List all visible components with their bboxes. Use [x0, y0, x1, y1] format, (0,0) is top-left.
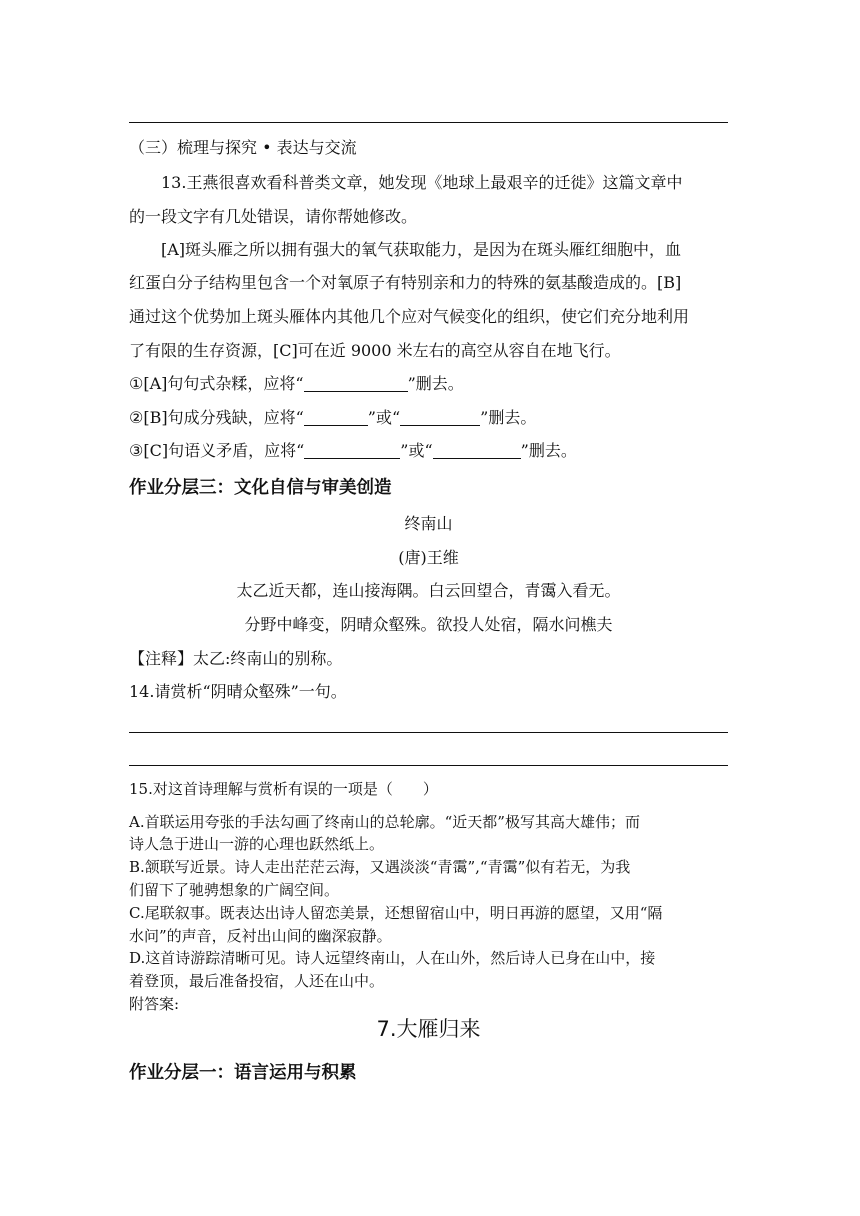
- layer3-heading: 作业分层三：文化自信与审美创造: [129, 478, 392, 498]
- answer-blank[interactable]: [304, 375, 408, 392]
- option-a-line1: A.首联运用夸张的手法勾画了终南山的总轮廓。“近天都”极写其高大雄伟；而: [129, 813, 640, 831]
- q15: 15.对这首诗理解与赏析有误的一项是（ ）: [129, 780, 438, 798]
- answers-label: 附答案:: [129, 995, 180, 1013]
- item3-prefix: ③[C]句语义矛盾，应将“: [129, 441, 305, 460]
- option-c-line2: 水问”的声音，反衬出山间的幽深寂静。: [129, 927, 392, 945]
- poem-line2: 分野中峰变，阴晴众壑殊。欲投人处宿，隔水问樵夫: [244, 615, 613, 634]
- item2-prefix: ②[B]句成分残缺，应将“: [129, 408, 304, 427]
- poem-author: (唐)王维: [398, 548, 459, 567]
- item3-mid: ”或“: [400, 441, 433, 460]
- option-d-line2: 着登顶，最后准备投宿，人还在山中。: [129, 972, 385, 990]
- q13-intro-line2: 的一段文字有几处错误，请你帮她修改。: [129, 207, 418, 226]
- item3-suffix: ”删去。: [520, 441, 577, 460]
- item1-suffix: ”删去。: [407, 374, 464, 393]
- option-c-line1: C.尾联叙事。既表达出诗人留恋美景，还想留宿山中，明日再游的愿望，又用“隔: [129, 904, 663, 922]
- answer-blank[interactable]: [433, 442, 521, 459]
- q13-item3: [129, 441, 729, 461]
- q14: 14.请赏析“阴晴众壑殊”一句。: [129, 682, 347, 701]
- top-rule: [129, 122, 728, 123]
- passage-line3: 通过这个优势加上斑头雁体内其他几个应对气候变化的组织，使它们充分地利用: [129, 307, 690, 326]
- section-heading: （三）梳理与探究 • 表达与交流: [129, 138, 357, 157]
- option-b-line1: B.颔联写近景。诗人走出茫茫云海，又遇淡淡“青霭”,“青霭”似有若无，为我: [129, 858, 631, 876]
- q13-item2: [129, 408, 729, 428]
- answer-blank[interactable]: [304, 409, 368, 426]
- layer1-heading: 作业分层一：语言运用与积累: [129, 1063, 357, 1083]
- item2-suffix: ”删去。: [480, 408, 537, 427]
- item2-mid: ”或“: [367, 408, 401, 427]
- answer-line[interactable]: [129, 732, 728, 733]
- answer-blank[interactable]: [304, 442, 400, 459]
- lesson-title: 7.大雁归来: [376, 1017, 481, 1041]
- poem-note: 【注释】太乙:终南山的别称。: [129, 649, 343, 668]
- passage-line2: 红蛋白分子结构里包含一个对氧原子有特别亲和力的特殊的氨基酸造成的。[B]: [129, 273, 682, 292]
- item1-prefix: ①[A]句句式杂糅，应将“: [129, 374, 304, 393]
- option-d-line1: D.这首诗游踪清晰可见。诗人远望终南山，人在山外，然后诗人已身在山中，接: [129, 949, 656, 967]
- answer-line[interactable]: [129, 765, 728, 766]
- q13-intro-line1: 13.王燕很喜欢看科普类文章，她发现《地球上最艰辛的迁徙》这篇文章中: [161, 173, 683, 192]
- poem-line1: 太乙近天都，连山接海隅。白云回望合，青霭入看无。: [236, 581, 621, 600]
- q13-item1: [129, 374, 729, 394]
- answer-blank[interactable]: [400, 409, 480, 426]
- poem-title: 终南山: [404, 514, 453, 533]
- option-b-line2: 们留下了驰骋想象的广阔空间。: [129, 881, 340, 899]
- passage-line1: [A]斑头雁之所以拥有强大的氧气获取能力，是因为在斑头雁红细胞中，血: [161, 240, 682, 259]
- option-a-line2: 诗人急于进山一游的心理也跃然纸上。: [129, 835, 385, 853]
- passage-line4: 了有限的生存资源，[C]可在近 9000 米左右的高空从容自在地飞行。: [129, 341, 621, 360]
